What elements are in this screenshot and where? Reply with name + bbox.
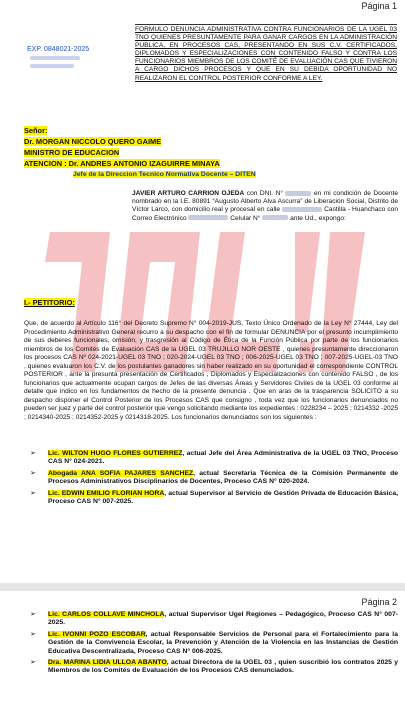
- page-number: Página 1: [361, 1, 397, 11]
- attention-role-text: Jefe de la Direccion Tecnico Normativa Docente – DITEN: [73, 171, 256, 178]
- chevron-bullet-icon: ➢: [30, 450, 36, 457]
- chevron-bullet-icon: ➢: [30, 469, 36, 477]
- complainant-intro: [132, 190, 398, 223]
- recipient-name: [24, 137, 161, 146]
- chevron-bullet-icon: ➢: [30, 630, 36, 638]
- attention-line: [24, 159, 220, 168]
- list-item: ➢ Dra. MARINA LIDIA ULLOA ABANTO, actual Directora de la UGEL 03 , quien suscribió los contratos 2025 y Miembros de los Comités de Evaluación de los Procesos CAS denunciados.: [30, 659, 398, 675]
- accused-list-page-1: [24, 450, 398, 509]
- complainant-name: JAVIER ARTURO CARRION OJEDA: [132, 190, 245, 197]
- attention-text: ATENCION : Dr. ANDRES ANTONIO IZAGUIRRE MINAYA: [24, 159, 220, 168]
- document-page-2: [0, 591, 405, 713]
- petitorio-body: Que, de acuerdo al Artículo 116° del Decreto Supremo N° 004-2019-JUS, Texto Único Ordenado de la Ley N° 27444, Ley del Procedimiento Administrativo General recurro a su despacho con el fin de formular DENUNCIA por el presunto incumplimiento de sus deberes funcionales, omisión, y trasgresión al Código de Ética de la Función Pública por parte de los funcionarios miembros de los Comités de Evaluación CAS de la UGEL 03 TRUJILLO NOR OESTE , quienes presuntamente direccionaron los procesos CAS Nº 024-2021-UGEL 03 TNO ; 020-2024-UGEL 03 TNO ; 006-2025-UGEL 03 TNO ; 007-2025-UGEL-03 TNO , quienes evaluaron los C.V. de los postulantes ganadores sin haber realizado en su oportunidad el correspondiente CONTROL POSTERIOR , ante la presunta presentación de Certificados , Diplomados y Especializaciones con contenido FALSO , de los funcionarios que actualmente ocupan cargos de Jefes de las diversas Áreas y Servidores Civiles de la UGEL 03 conforme al detalle que indico en los fundamentos de hecho de la presente denuncia . Que en aras de la trasparencia SOLICITO a su despacho disponer el Control Posterior de los Procesos CAS que consigno , toda vez que los funcionarios denunciados no pueden ser juez y parte del control posterior que vengo solicitando mediante los expedientes : 0228234 – 2025 ; 0214332 -2025 ; 0214340-2025 ; 0214352-2025 y 0214318-2025. Los funcionarios denunciados son los siguientes :: [24, 320, 398, 421]
- file-reference: EXP. 0848021-2025: [27, 46, 90, 53]
- subject-top-rule: [135, 24, 397, 25]
- list-item: ➢ Lic. EDWIN EMILIO FLORIAN HORA, actual Supervisor al Servicio de Gestión Privada de Educación Básica, Proceso CAS N° 007-2025.: [30, 489, 398, 506]
- intro-text-1: en mi condición de Docente nombrado en la I.E. 80891 “Augusto Alberto Alva Ascurra” de Liberación Social, Distrito de Víctor Larco, con domicilio real y procesal en calle: [132, 190, 398, 214]
- page-number: Página 2: [361, 597, 397, 607]
- intro-text-3: Celular N°: [230, 214, 261, 222]
- greeting: [24, 126, 47, 135]
- section-heading-petitorio: I.- PETITORIO:: [24, 298, 75, 307]
- list-item: ➢ Abogada ANA SOFIA PAJARES SANCHEZ, actual Secretaria Técnica de la Comisión Permanente de Procesos Administrativos Disciplinarios de Docentes, Proceso CAS N° 020-2024.: [30, 469, 398, 486]
- redacted-line: [30, 56, 80, 60]
- list-item: ➢ Lic. WILTON HUGO FLORES GUTIERREZ, actual Jefe del Área Administrativa de la UGEL 03 TNO, Proceso CAS N° 024-2021.: [30, 450, 399, 466]
- list-item: ➢ Lic. IVONNI POZO ESCOBAR, actual Responsable Servicios de Personal para el Fortalecimiento para la Gestión de la Convivencia Escolar, la Prevención y Atención de la Violencia en las Instancias de Gestión Educativa Descentralizada, Proceso CAS N° 006-2025.: [30, 630, 398, 655]
- document-subject: [135, 24, 397, 83]
- redacted-email: [188, 215, 228, 220]
- page-separator: [0, 583, 405, 591]
- chevron-bullet-icon: ➢: [30, 489, 36, 497]
- greeting-text: Señor:: [24, 126, 48, 135]
- subject-text: FORMULO DENUNCIA ADMINISTRATIVA CONTRA FUNCIONARIOS DE LA UGEL 03 TNO QUIENES PRESUNTAMENTE PARA GANAR CARGOS EN LA ADMINISTRACIÓN PUBLICA, EN PROCESOS CAS, PRESENTANDO EN SUS C.V. CERTIFICADOS, DIPLOMADOS Y ESPECIALIZACIONES CON CONTENIDO FALSO Y CONTRA LOS FUNCIONARIOS MIEMBROS DE LOS COMITÉ DE EVALUACIÓN CAS QUE TIVIERON A CARGO DICHOS PROCESOS Y QUE EN SU DEBIDA OPORTUNIDAD NO REALIZARON EL CONTROL POSTERIOR CONFORME A LEY.: [135, 26, 397, 82]
- accused-list-page-2: [24, 611, 398, 679]
- redacted-dni: [285, 191, 311, 196]
- intro-text-2: Castilla - Huanchaco con Correo Electrónico: [132, 206, 398, 222]
- chevron-bullet-icon: ➢: [30, 611, 36, 618]
- intro-text-4: ante Ud., expongo:: [290, 214, 346, 222]
- redacted-phone: [262, 215, 288, 220]
- recipient-ministry-text: MINISTRO DE EDUCACION: [24, 148, 120, 157]
- redacted-line: [30, 64, 74, 68]
- recipient-name-text: Dr. MORGAN NICCOLO QUERO GAIME: [24, 137, 162, 146]
- attention-role: [73, 170, 256, 179]
- redacted-address: [282, 207, 322, 212]
- list-item: ➢ Lic. CARLOS COLLAVE MINCHOLA, actual Supervisor Ugel Regiones – Pedagógico, Proceso CAS N° 007-2025.: [30, 611, 399, 627]
- chevron-bullet-icon: ➢: [30, 659, 36, 667]
- recipient-ministry: [24, 148, 119, 157]
- dni-label: con DNI. N°: [246, 190, 283, 197]
